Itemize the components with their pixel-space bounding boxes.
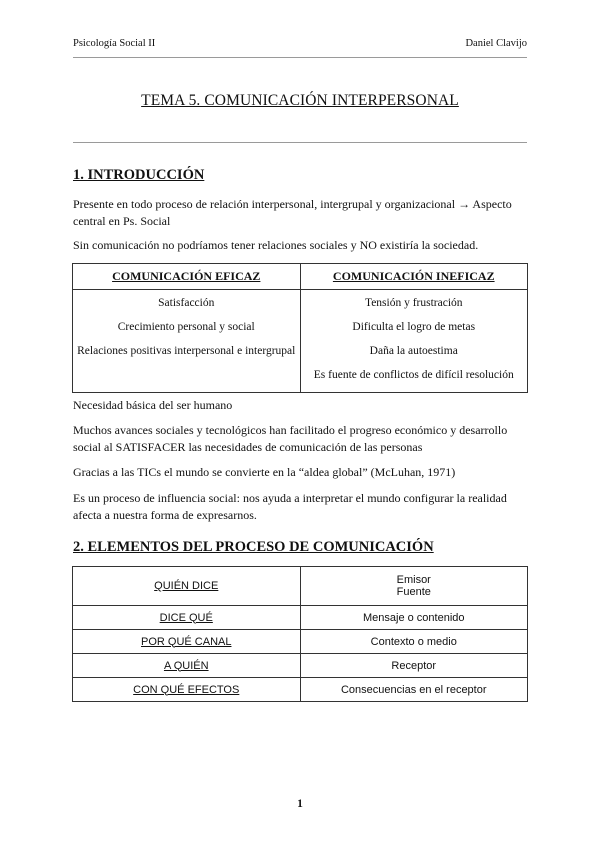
header-author: Daniel Clavijo xyxy=(465,38,527,49)
paragraph: Presente en todo proceso de relación interpersonal, intergrupal y organizacional → Aspecto central en Ps. Social xyxy=(73,197,512,228)
paragraph: Sin comunicación no podríamos tener relaciones sociales y NO existiría la sociedad. xyxy=(73,238,479,252)
list-item: Dificulta el logro de metas xyxy=(352,321,476,333)
table-header: COMUNICACIÓN EFICAZ xyxy=(73,264,301,290)
element-key: DICE QUÉ xyxy=(73,606,301,630)
element-key: CON QUÉ EFECTOS xyxy=(73,678,301,702)
header-rule xyxy=(73,57,527,58)
page-header xyxy=(73,38,527,49)
element-value: Mensaje o contenido xyxy=(300,606,528,630)
list-item: Satisfacción xyxy=(158,297,215,309)
paragraph: Es un proceso de influencia social: nos ayuda a interpretar el mundo configurar la realidad afecta a nuestra forma de expresarnos. xyxy=(73,491,507,522)
element-value-line: Emisor xyxy=(396,574,431,586)
element-value xyxy=(300,567,528,606)
communication-comparison-table xyxy=(72,263,528,393)
element-value: Consecuencias en el receptor xyxy=(300,678,528,702)
element-key: QUIÉN DICE xyxy=(73,567,301,606)
communication-elements-table xyxy=(72,566,528,702)
table-row xyxy=(73,606,528,630)
table-row xyxy=(73,630,528,654)
eficaz-cell xyxy=(73,290,301,393)
element-value: Receptor xyxy=(300,654,528,678)
document-title: TEMA 5. COMUNICACIÓN INTERPERSONAL xyxy=(141,92,459,109)
element-value-line: Fuente xyxy=(396,586,431,598)
element-key: A QUIÉN xyxy=(73,654,301,678)
table-row xyxy=(73,678,528,702)
element-value: Contexto o medio xyxy=(300,630,528,654)
table-row xyxy=(73,567,528,606)
title-rule xyxy=(73,142,527,143)
page-number: 1 xyxy=(297,798,303,810)
paragraph: Gracias a las TICs el mundo se convierte en la “aldea global” (McLuhan, 1971) xyxy=(73,465,456,479)
element-key: POR QUÉ CANAL xyxy=(73,630,301,654)
ineficaz-cell xyxy=(300,290,528,393)
section-heading-elementos: 2. ELEMENTOS DEL PROCESO DE COMUNICACIÓN xyxy=(73,539,434,555)
table-header: COMUNICACIÓN INEFICAZ xyxy=(300,264,528,290)
paragraph: Muchos avances sociales y tecnológicos han facilitado el progreso económico y desarrollo social al SATISFACER las necesidades de comunicación de las personas xyxy=(73,423,508,454)
table-row xyxy=(73,654,528,678)
list-item: Relaciones positivas interpersonal e intergrupal xyxy=(77,345,296,357)
list-item: Daña la autoestima xyxy=(369,345,458,357)
list-item: Es fuente de conflictos de difícil resolución xyxy=(313,369,514,381)
section-heading-introduccion: 1. INTRODUCCIÓN xyxy=(73,167,205,183)
list-item: Crecimiento personal y social xyxy=(117,321,255,333)
paragraph: Necesidad básica del ser humano xyxy=(73,398,233,412)
header-subject: Psicología Social II xyxy=(73,38,156,49)
list-item: Tensión y frustración xyxy=(364,297,463,309)
